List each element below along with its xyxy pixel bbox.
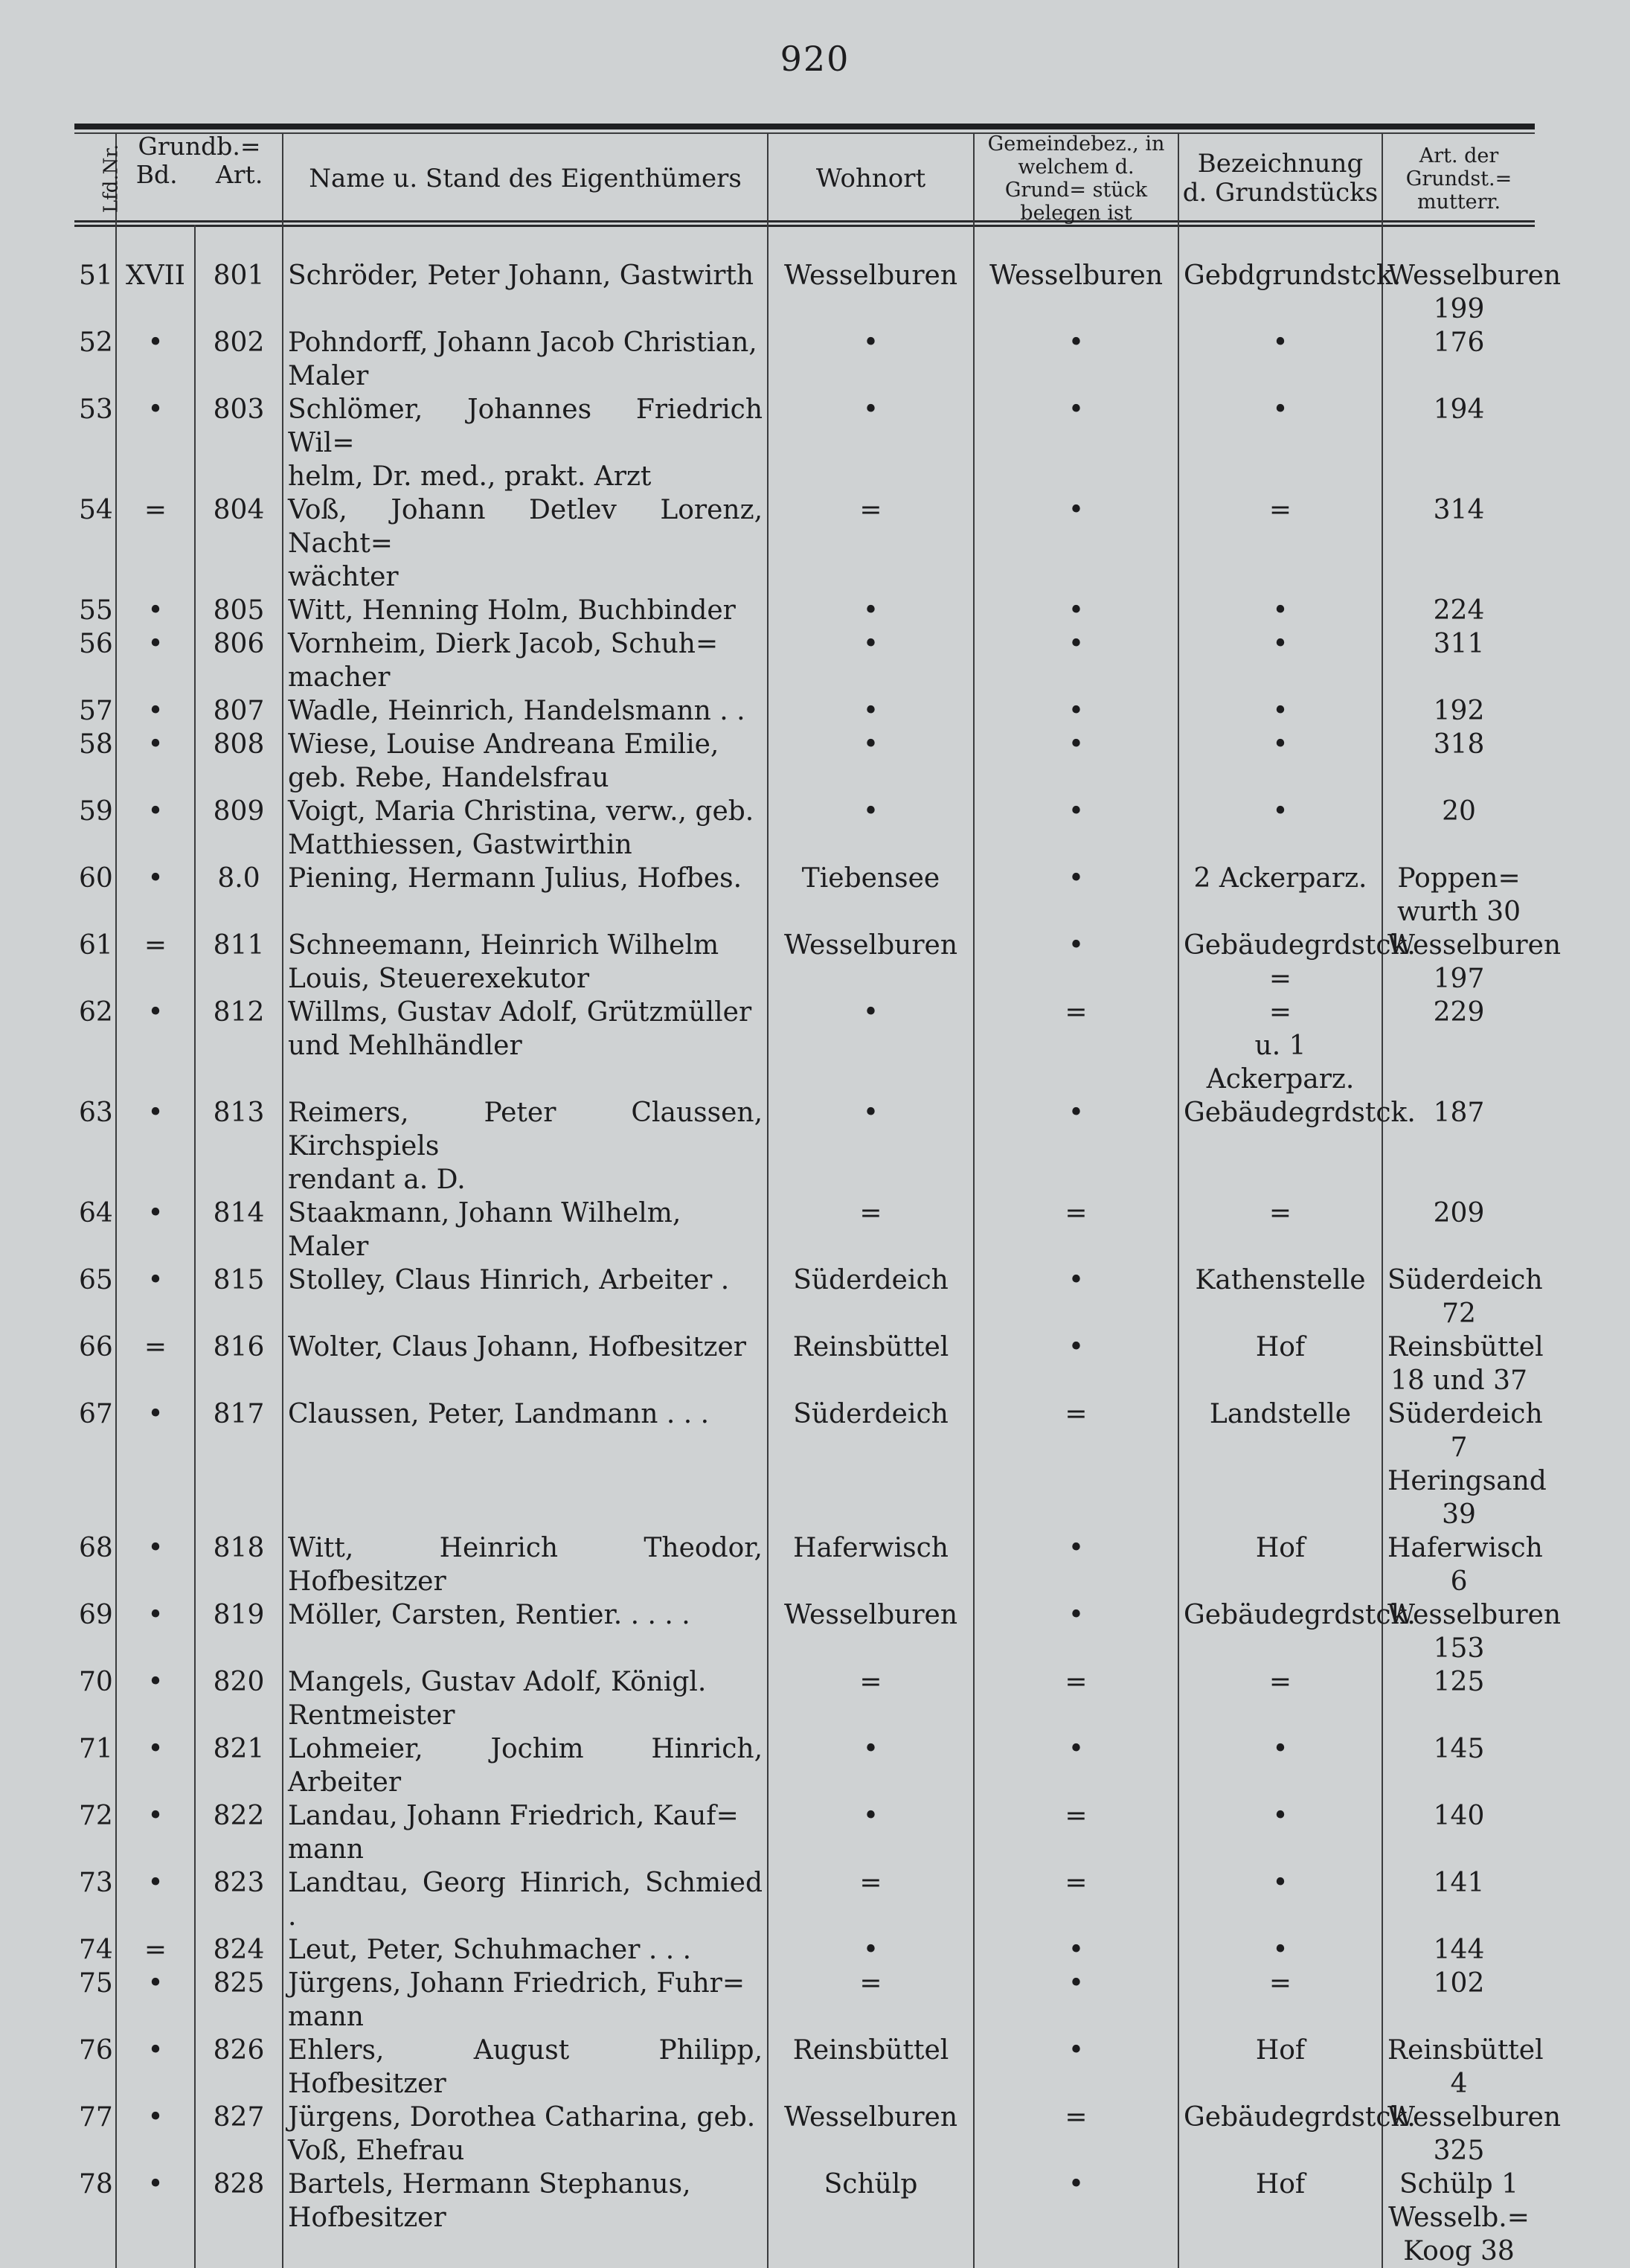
table-body — [74, 225, 1562, 2268]
parcel-description-cell: = — [1178, 1967, 1382, 2034]
band-cell: • — [116, 996, 195, 1096]
row-number-cell: 52 — [74, 326, 116, 393]
table-row — [74, 1263, 1535, 1330]
table-header-row — [74, 132, 1535, 225]
owner-name-cell: Witt, Henning Holm, Buchbinder — [283, 594, 768, 627]
mother-roll-article-cell: 20 — [1442, 796, 1476, 827]
parcel-description-cell: • — [1178, 594, 1382, 627]
header-wohnort: Wohnort — [768, 132, 974, 225]
owner-name-cell: Leut, Peter, Schuhmacher . . . — [283, 1933, 768, 1967]
municipality-cell: • — [974, 1967, 1178, 2034]
municipality-cell: • — [974, 1732, 1178, 1799]
band-cell: • — [116, 594, 195, 627]
residence-cell: • — [768, 594, 974, 627]
parcel-description-cell: Gebäudegrdstck. = — [1178, 929, 1382, 996]
band-cell: • — [116, 393, 195, 493]
mother-roll-article-cell: Wesselburen 197 — [1387, 930, 1562, 995]
article-cell: 818 — [195, 1531, 283, 1598]
band-cell: • — [116, 1732, 195, 1799]
article-cell: 802 — [195, 326, 283, 393]
mother-roll-article-cell: 194 — [1433, 394, 1485, 426]
parcel-description-cell: • — [1178, 728, 1382, 795]
header-bezeichnung: Bezeichnung d. Grundstücks — [1178, 132, 1382, 225]
article-cell: 821 — [195, 1732, 283, 1799]
owner-name-cell: Wiese, Louise Andreana Emilie, geb. Rebe, Handelsfrau — [283, 728, 768, 795]
parcel-description-cell: Gebäudegrdstck. — [1178, 1598, 1382, 1665]
article-cell: 822 — [195, 1799, 283, 1866]
residence-cell: Schülp — [768, 2168, 974, 2268]
article-cell: 824 — [195, 1933, 283, 1967]
table-row — [74, 594, 1535, 627]
header-name: Name u. Stand des Eigenthümers — [283, 132, 768, 225]
table-row — [74, 1732, 1535, 1799]
row-number-cell: 78 — [74, 2168, 116, 2268]
residence-cell: Wesselburen — [768, 225, 974, 326]
mother-roll-article-cell: 140 — [1433, 1801, 1485, 1832]
article-cell: 803 — [195, 393, 283, 493]
mother-roll-article-cell: Schülp 1 Wesselb.= Koog 38 — [1388, 2169, 1530, 2267]
row-number-cell: 73 — [74, 1866, 116, 1933]
parcel-description-cell: = — [1178, 1665, 1382, 1732]
owner-name-cell: Wadle, Heinrich, Handelsmann . . — [283, 694, 768, 728]
row-number-cell: 71 — [74, 1732, 116, 1799]
article-cell: 823 — [195, 1866, 283, 1933]
owner-name-cell: Wolter, Claus Johann, Hofbesitzer — [283, 1330, 768, 1397]
article-cell: 809 — [195, 795, 283, 862]
row-number-cell: 69 — [74, 1598, 116, 1665]
parcel-description-cell: • — [1178, 326, 1382, 393]
row-number-cell: 77 — [74, 2101, 116, 2168]
mother-roll-article-cell: 144 — [1433, 1935, 1485, 1966]
band-cell: • — [116, 627, 195, 694]
row-number-cell: 57 — [74, 694, 116, 728]
header-grundbuch-bd: Bd. — [135, 159, 178, 189]
municipality-cell: • — [974, 1598, 1178, 1665]
residence-cell: Tiebensee — [768, 862, 974, 929]
residence-cell: Haferwisch — [768, 1531, 974, 1598]
parcel-description-cell: • — [1178, 795, 1382, 862]
residence-cell: Süderdeich — [768, 1397, 974, 1531]
residence-cell: • — [768, 1933, 974, 1967]
parcel-description-cell: = — [1178, 493, 1382, 594]
residence-cell: • — [768, 1096, 974, 1197]
owner-name-cell: Bartels, Hermann Stephanus, Hofbesitzer — [283, 2168, 768, 2268]
residence-cell: • — [768, 996, 974, 1096]
residence-cell: = — [768, 1665, 974, 1732]
municipality-cell: • — [974, 1330, 1178, 1397]
row-number-cell: 66 — [74, 1330, 116, 1397]
parcel-description-cell: Gebdgrundstck. — [1178, 225, 1382, 326]
residence-cell: = — [768, 1967, 974, 2034]
table-row — [74, 627, 1535, 694]
article-cell: 801 — [195, 225, 283, 326]
residence-cell: • — [768, 326, 974, 393]
mother-roll-article-cell: 229 — [1433, 997, 1485, 1028]
owner-name-cell: Stolley, Claus Hinrich, Arbeiter . — [283, 1263, 768, 1330]
table-row — [74, 795, 1535, 862]
owner-name-cell: Mangels, Gustav Adolf, Königl. Rentmeister — [283, 1665, 768, 1732]
parcel-description-cell: Gebäudegrdstck. — [1178, 2101, 1382, 2168]
parcel-description-cell: • — [1178, 1933, 1382, 1967]
band-cell: • — [116, 2168, 195, 2268]
table-row — [74, 1096, 1535, 1197]
residence-cell: • — [768, 1799, 974, 1866]
row-number-cell: 51 — [74, 225, 116, 326]
municipality-cell: = — [974, 996, 1178, 1096]
owner-name-cell: Schlömer, Johannes Friedrich Wil= helm, Dr. med., prakt. Arzt — [283, 393, 768, 493]
article-cell: 826 — [195, 2034, 283, 2101]
mother-roll-article-cell: Süderdeich 7 Heringsand 39 — [1387, 1399, 1547, 1531]
mother-roll-article-cell: 102 — [1433, 1968, 1485, 1999]
row-number-cell: 54 — [74, 493, 116, 594]
residence-cell: • — [768, 728, 974, 795]
residence-cell: • — [768, 795, 974, 862]
parcel-description-cell: 2 Ackerparz. — [1178, 862, 1382, 929]
mother-roll-article-cell: 176 — [1433, 327, 1485, 359]
band-cell: • — [116, 326, 195, 393]
header-gemeinde: Gemeindebez., in welchem d. Grund= stück belegen ist — [974, 132, 1178, 225]
header-grundbuch-art: Art. — [215, 159, 263, 189]
row-number-cell: 75 — [74, 1967, 116, 2034]
municipality-cell: • — [974, 1933, 1178, 1967]
header-grundbuch — [116, 132, 283, 225]
municipality-cell: • — [974, 862, 1178, 929]
row-number-cell: 53 — [74, 393, 116, 493]
parcel-description-cell: • — [1178, 393, 1382, 493]
mother-roll-article-cell: 224 — [1433, 595, 1485, 627]
row-number-cell: 60 — [74, 862, 116, 929]
residence-cell: Reinsbüttel — [768, 1330, 974, 1397]
municipality-cell: Wesselburen — [974, 225, 1178, 326]
band-cell: • — [116, 1665, 195, 1732]
table-row — [74, 1866, 1535, 1933]
residence-cell: Wesselburen — [768, 2101, 974, 2168]
residence-cell: • — [768, 627, 974, 694]
municipality-cell: • — [974, 1096, 1178, 1197]
mother-roll-article-cell: 192 — [1433, 696, 1485, 727]
row-number-cell: 65 — [74, 1263, 116, 1330]
band-cell: • — [116, 1096, 195, 1197]
municipality-cell: = — [974, 1397, 1178, 1531]
table-row — [74, 929, 1535, 996]
residence-cell: = — [768, 493, 974, 594]
band-cell: • — [116, 1397, 195, 1531]
mother-roll-article-cell: 125 — [1433, 1667, 1485, 1698]
mother-roll-article-cell: 141 — [1433, 1868, 1485, 1899]
row-number-cell: 55 — [74, 594, 116, 627]
residence-cell: Wesselburen — [768, 1598, 974, 1665]
register-table — [74, 132, 1562, 2268]
parcel-description-cell: = u. 1 Ackerparz. — [1178, 996, 1382, 1096]
mother-roll-article-cell: Haferwisch 6 — [1387, 1533, 1543, 1598]
article-cell: 813 — [195, 1096, 283, 1197]
mother-roll-article-cell: 145 — [1433, 1734, 1485, 1765]
article-cell: 817 — [195, 1397, 283, 1531]
band-cell: • — [116, 795, 195, 862]
row-number-cell: 70 — [74, 1665, 116, 1732]
parcel-description-cell: • — [1178, 694, 1382, 728]
table-row — [74, 1397, 1535, 1531]
table-row — [74, 694, 1535, 728]
owner-name-cell: Landtau, Georg Hinrich, Schmied . — [283, 1866, 768, 1933]
row-number-cell: 59 — [74, 795, 116, 862]
municipality-cell: = — [974, 1799, 1178, 1866]
owner-name-cell: Pohndorff, Johann Jacob Christian, Maler — [283, 326, 768, 393]
table-row — [74, 393, 1535, 493]
row-number-cell: 67 — [74, 1397, 116, 1531]
row-number-cell: 72 — [74, 1799, 116, 1866]
article-cell: 805 — [195, 594, 283, 627]
municipality-cell: • — [974, 1263, 1178, 1330]
residence-cell: = — [768, 1197, 974, 1263]
municipality-cell: = — [974, 1197, 1178, 1263]
band-cell: • — [116, 1799, 195, 1866]
parcel-description-cell: Landstelle — [1178, 1397, 1382, 1531]
municipality-cell: • — [974, 795, 1178, 862]
band-cell: = — [116, 493, 195, 594]
mother-roll-article-cell: Wesselburen 199 — [1387, 260, 1562, 325]
band-cell: • — [116, 1263, 195, 1330]
mother-roll-article-cell: 187 — [1433, 1098, 1485, 1129]
owner-name-cell: Piening, Hermann Julius, Hofbes. — [283, 862, 768, 929]
band-cell: • — [116, 1967, 195, 2034]
row-number-cell: 61 — [74, 929, 116, 996]
municipality-cell: • — [974, 1531, 1178, 1598]
row-number-cell: 56 — [74, 627, 116, 694]
owner-name-cell: Reimers, Peter Claussen, Kirchspiels rendant a. D. — [283, 1096, 768, 1197]
owner-name-cell: Jürgens, Dorothea Catharina, geb. Voß, Ehefrau — [283, 2101, 768, 2168]
residence-cell: = — [768, 1866, 974, 1933]
owner-name-cell: Schneemann, Heinrich Wilhelm Louis, Steuerexekutor — [283, 929, 768, 996]
parcel-description-cell: • — [1178, 627, 1382, 694]
mother-roll-article-cell: Wesselburen 153 — [1387, 1600, 1562, 1665]
municipality-cell: • — [974, 493, 1178, 594]
article-cell: 828 — [195, 2168, 283, 2268]
table-row — [74, 1665, 1535, 1732]
municipality-cell: = — [974, 2101, 1178, 2168]
article-cell: 827 — [195, 2101, 283, 2168]
municipality-cell: = — [974, 1866, 1178, 1933]
mother-roll-article-cell: Reinsbüttel 18 und 37 — [1387, 1332, 1544, 1397]
article-cell: 819 — [195, 1598, 283, 1665]
owner-name-cell: Witt, Heinrich Theodor, Hofbesitzer — [283, 1531, 768, 1598]
table-row — [74, 1933, 1535, 1967]
band-cell: • — [116, 1598, 195, 1665]
municipality-cell: • — [974, 728, 1178, 795]
article-cell: 811 — [195, 929, 283, 996]
parcel-description-cell: • — [1178, 1799, 1382, 1866]
row-number-cell: 68 — [74, 1531, 116, 1598]
row-number-cell: 63 — [74, 1096, 116, 1197]
article-cell: 814 — [195, 1197, 283, 1263]
article-cell: 8.0 — [195, 862, 283, 929]
row-number-cell: 74 — [74, 1933, 116, 1967]
residence-cell: • — [768, 694, 974, 728]
article-cell: 807 — [195, 694, 283, 728]
article-cell: 816 — [195, 1330, 283, 1397]
band-cell: XVII — [116, 225, 195, 326]
article-cell: 804 — [195, 493, 283, 594]
owner-name-cell: Vornheim, Dierk Jacob, Schuh= macher — [283, 627, 768, 694]
residence-cell: • — [768, 393, 974, 493]
municipality-cell: • — [974, 393, 1178, 493]
register-table-wrap — [74, 132, 1562, 2268]
article-cell: 820 — [195, 1665, 283, 1732]
table-row — [74, 493, 1535, 594]
table-row — [74, 326, 1535, 393]
band-cell: • — [116, 1531, 195, 1598]
municipality-cell: • — [974, 694, 1178, 728]
row-number-cell: 76 — [74, 2034, 116, 2101]
table-row — [74, 2034, 1535, 2101]
owner-name-cell: Jürgens, Johann Friedrich, Fuhr= mann — [283, 1967, 768, 2034]
band-cell: • — [116, 694, 195, 728]
article-cell: 825 — [195, 1967, 283, 2034]
table-row — [74, 1330, 1535, 1397]
row-number-cell: 62 — [74, 996, 116, 1096]
parcel-description-cell: Hof — [1178, 2034, 1382, 2101]
band-cell: = — [116, 1933, 195, 1967]
municipality-cell: • — [974, 2168, 1178, 2268]
parcel-description-cell: Gebäudegrdstck. — [1178, 1096, 1382, 1197]
band-cell: = — [116, 929, 195, 996]
header-nr: Lfd.Nr. — [74, 132, 116, 225]
header-grundbuch-top: Grundb.= — [138, 132, 261, 161]
parcel-description-cell: Hof — [1178, 1330, 1382, 1397]
mother-roll-article-cell: 209 — [1433, 1198, 1485, 1229]
table-row — [74, 1799, 1535, 1866]
table-row — [74, 996, 1535, 1096]
parcel-description-cell: = — [1178, 1197, 1382, 1263]
row-number-cell: 58 — [74, 728, 116, 795]
parcel-description-cell: • — [1178, 1866, 1382, 1933]
article-cell: 812 — [195, 996, 283, 1096]
parcel-description-cell: • — [1178, 1732, 1382, 1799]
header-mutterrolle: Art. der Grundst.= mutterr. — [1405, 144, 1512, 214]
residence-cell: • — [768, 1732, 974, 1799]
owner-name-cell: Staakmann, Johann Wilhelm, Maler — [283, 1197, 768, 1263]
residence-cell: Reinsbüttel — [768, 2034, 974, 2101]
band-cell: • — [116, 728, 195, 795]
municipality-cell: • — [974, 627, 1178, 694]
band-cell: • — [116, 1197, 195, 1263]
table-row — [74, 862, 1535, 929]
mother-roll-article-cell: 318 — [1433, 729, 1485, 760]
mother-roll-article-cell: 314 — [1433, 495, 1485, 526]
article-cell: 808 — [195, 728, 283, 795]
mother-roll-article-cell: Poppen= wurth 30 — [1396, 863, 1521, 928]
residence-cell: Süderdeich — [768, 1263, 974, 1330]
parcel-description-cell: Kathenstelle — [1178, 1263, 1382, 1330]
owner-name-cell: Voigt, Maria Christina, verw., geb. Matthiessen, Gastwirthin — [283, 795, 768, 862]
owner-name-cell: Schröder, Peter Johann, Gastwirth — [283, 225, 768, 326]
municipality-cell: • — [974, 326, 1178, 393]
owner-name-cell: Claussen, Peter, Landmann . . . — [283, 1397, 768, 1531]
table-row — [74, 728, 1535, 795]
owner-name-cell: Landau, Johann Friedrich, Kauf= mann — [283, 1799, 768, 1866]
page-number: 920 — [780, 39, 850, 79]
owner-name-cell: Lohmeier, Jochim Hinrich, Arbeiter — [283, 1732, 768, 1799]
article-cell: 806 — [195, 627, 283, 694]
table-row — [74, 1598, 1535, 1665]
owner-name-cell: Willms, Gustav Adolf, Grützmüller und Mehlhändler — [283, 996, 768, 1096]
table-row — [74, 1967, 1535, 2034]
owner-name-cell: Ehlers, August Philipp, Hofbesitzer — [283, 2034, 768, 2101]
band-cell: • — [116, 1866, 195, 1933]
article-cell: 815 — [195, 1263, 283, 1330]
owner-name-cell: Möller, Carsten, Rentier. . . . . — [283, 1598, 768, 1665]
municipality-cell: • — [974, 2034, 1178, 2101]
band-cell: = — [116, 1330, 195, 1397]
residence-cell: Wesselburen — [768, 929, 974, 996]
row-number-cell: 64 — [74, 1197, 116, 1263]
municipality-cell: • — [974, 929, 1178, 996]
mother-roll-article-cell: Wesselburen 325 — [1387, 2102, 1562, 2167]
table-row — [74, 2168, 1535, 2268]
parcel-description-cell: Hof — [1178, 1531, 1382, 1598]
band-cell: • — [116, 862, 195, 929]
band-cell: • — [116, 2101, 195, 2168]
municipality-cell: = — [974, 1665, 1178, 1732]
mother-roll-article-cell: 311 — [1433, 629, 1485, 660]
municipality-cell: • — [974, 594, 1178, 627]
mother-roll-article-cell: Reinsbüttel 4 — [1387, 2035, 1544, 2100]
table-row — [74, 1531, 1535, 1598]
band-cell: • — [116, 2034, 195, 2101]
mother-roll-article-cell: Süderdeich 72 — [1387, 1265, 1543, 1330]
parcel-description-cell: Hof — [1178, 2168, 1382, 2268]
table-row — [74, 225, 1535, 326]
table-row — [74, 1197, 1535, 1263]
owner-name-cell: Voß, Johann Detlev Lorenz, Nacht= wächter — [283, 493, 768, 594]
